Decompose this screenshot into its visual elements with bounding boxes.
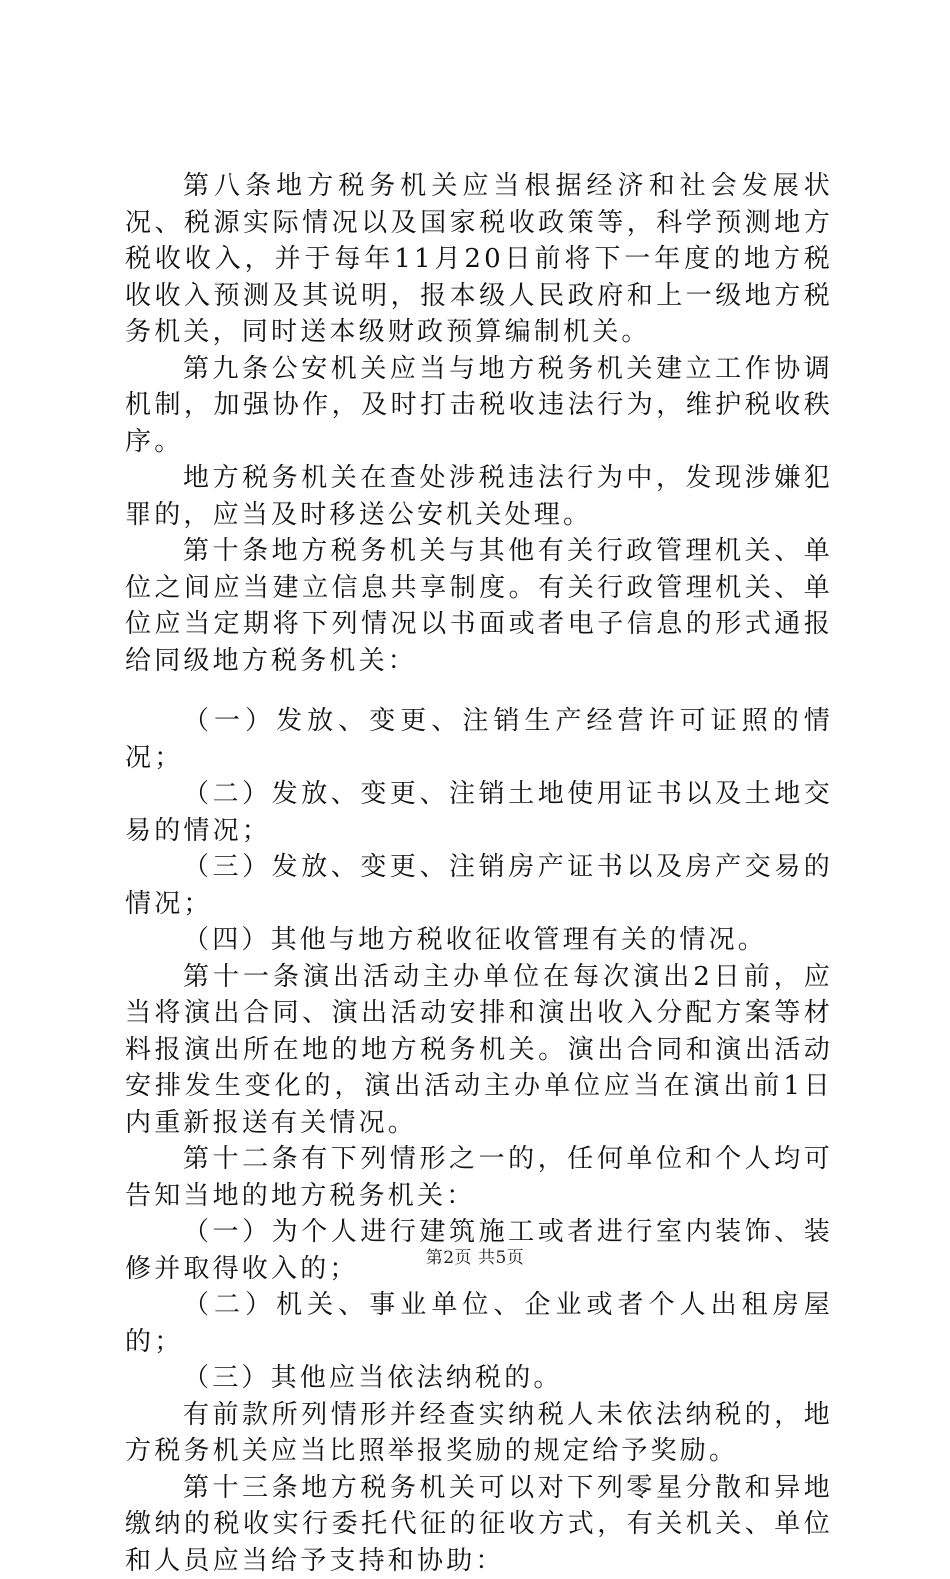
paragraph-gap bbox=[125, 679, 833, 703]
article-10: 第十条地方税务机关与其他有关行政管理机关、单位之间应当建立信息共享制度。有关行政管理机关、单位应当定期将下列情况以书面或者电子信息的形式通报给同级地方税务机关： bbox=[125, 533, 833, 679]
article-9: 第九条公安机关应当与地方税务机关建立工作协调机制，加强协作，及时打击税收违法行为，维护税收秩序。 bbox=[125, 351, 833, 461]
page-footer: 第2页 共5页 bbox=[0, 1243, 950, 1268]
article-11: 第十一条演出活动主办单位在每次演出2日前，应当将演出合同、演出活动安排和演出收入分配方案等材料报演出所在地的地方税务机关。演出合同和演出活动安排发生变化的，演出活动主办单位应当在演出前1日内重新报送有关情况。 bbox=[125, 959, 833, 1142]
article-10-item-1: （一）发放、变更、注销生产经营许可证照的情况； bbox=[125, 703, 833, 776]
article-12-item-2: （二）机关、事业单位、企业或者个人出租房屋的； bbox=[125, 1287, 833, 1360]
article-12: 第十二条有下列情形之一的，任何单位和个人均可告知当地的地方税务机关： bbox=[125, 1141, 833, 1214]
article-8: 第八条地方税务机关应当根据经济和社会发展状况、税源实际情况以及国家税收政策等，科学预测地方税收收入，并于每年11月20日前将下一年度的地方税收收入预测及其说明，报本级人民政府和上一级地方税务机关，同时送本级财政预算编制机关。 bbox=[125, 168, 833, 351]
article-12-item-1: （一）为个人进行建筑施工或者进行室内装饰、装修并取得收入的； bbox=[125, 1214, 833, 1287]
document-body bbox=[125, 168, 833, 1579]
article-12-item-3: （三）其他应当依法纳税的。 bbox=[125, 1360, 833, 1397]
article-13: 第十三条地方税务机关可以对下列零星分散和异地缴纳的税收实行委托代征的征收方式，有关机关、单位和人员应当给予支持和协助： bbox=[125, 1470, 833, 1579]
article-10-item-2: （二）发放、变更、注销土地使用证书以及土地交易的情况； bbox=[125, 776, 833, 849]
article-9-clause-2: 地方税务机关在查处涉税违法行为中，发现涉嫌犯罪的，应当及时移送公安机关处理。 bbox=[125, 460, 833, 533]
article-10-item-3: （三）发放、变更、注销房产证书以及房产交易的情况； bbox=[125, 849, 833, 922]
article-10-item-4: （四）其他与地方税收征收管理有关的情况。 bbox=[125, 922, 833, 959]
article-12-clause-2: 有前款所列情形并经查实纳税人未依法纳税的，地方税务机关应当比照举报奖励的规定给予奖励。 bbox=[125, 1397, 833, 1470]
